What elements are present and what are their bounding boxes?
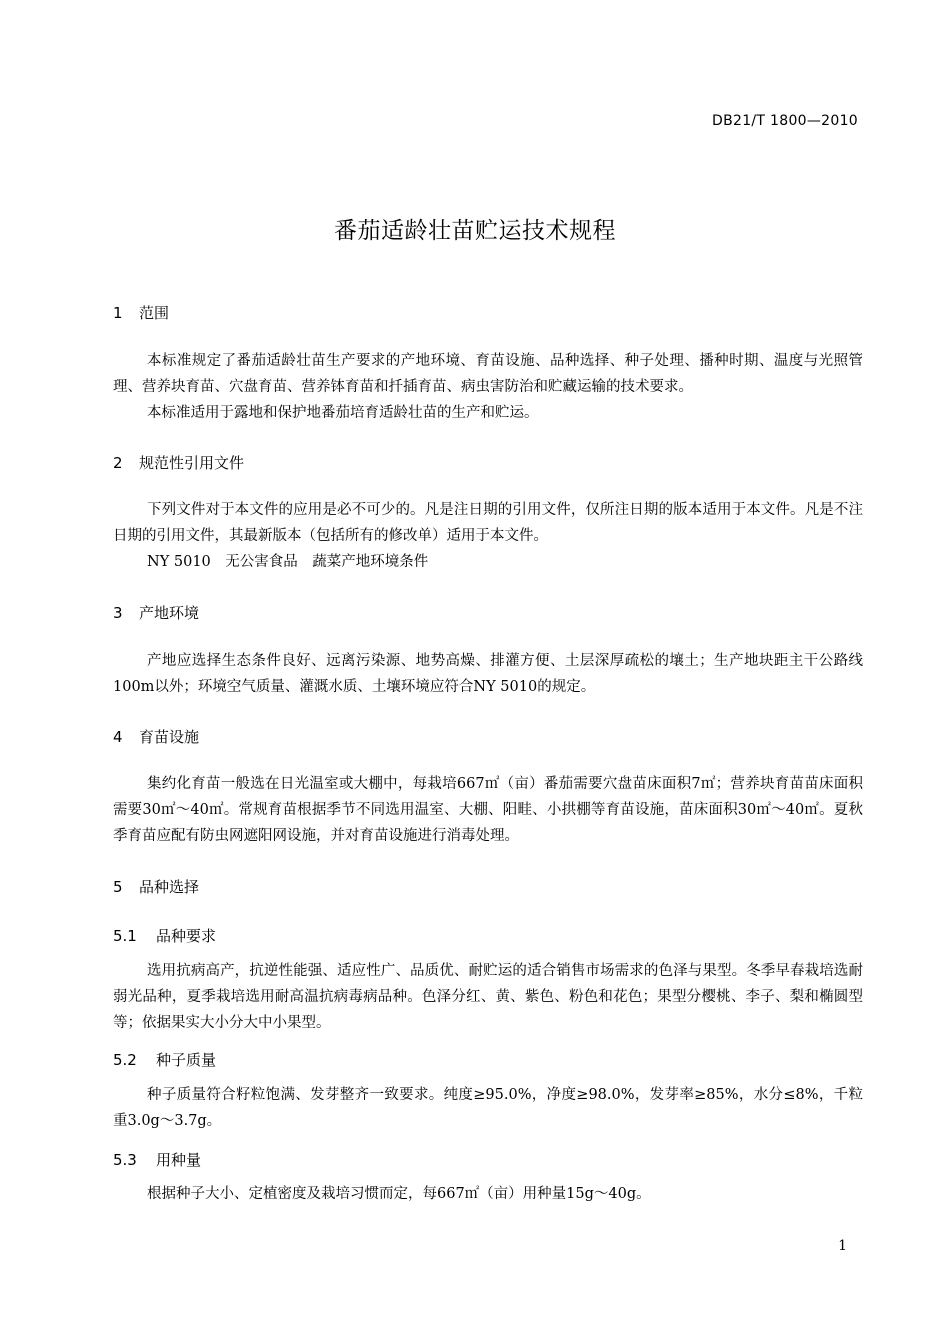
section-number: 5.1 bbox=[113, 927, 137, 945]
section-title: 育苗设施 bbox=[139, 728, 200, 746]
section-title: 品种选择 bbox=[139, 878, 200, 896]
section-5-3-heading bbox=[113, 1149, 201, 1170]
section-5-heading bbox=[113, 876, 199, 897]
section-number: 5.3 bbox=[113, 1151, 137, 1169]
normative-reference: NY 5010 无公害食品 蔬菜产地环境条件 bbox=[147, 554, 429, 570]
section-5-2-heading bbox=[113, 1049, 216, 1070]
section-4-heading bbox=[113, 726, 199, 747]
section-title: 用种量 bbox=[156, 1151, 202, 1169]
section-5-2-paragraph-1: 种子质量符合籽粒饱满、发芽整齐一致要求。纯度≥95.0%，净度≥98.0%，发芽率≥85%，水分≤8%，千粒重3.0g～3.7g。 bbox=[113, 1087, 863, 1129]
section-3-heading bbox=[113, 602, 199, 623]
section-number: 4 bbox=[113, 728, 123, 746]
section-2-paragraph-1: 下列文件对于本文件的应用是必不可少的。凡是注日期的引用文件，仅所注日期的版本适用于本文件。凡是不注日期的引用文件，其最新版本（包括所有的修改单）适用于本文件。 bbox=[113, 502, 863, 544]
page-number: 1 bbox=[838, 1238, 847, 1254]
section-5-3-paragraph-1: 根据种子大小、定植密度及栽培习惯而定，每667㎡（亩）用种量15g～40g。 bbox=[147, 1186, 651, 1202]
section-1-heading bbox=[113, 302, 169, 323]
section-number: 3 bbox=[113, 604, 123, 622]
section-number: 1 bbox=[113, 304, 123, 322]
section-title: 种子质量 bbox=[156, 1051, 217, 1069]
section-2-heading bbox=[113, 452, 244, 473]
section-4-paragraph-1: 集约化育苗一般选在日光温室或大棚中，每栽培667㎡（亩）番茄需要穴盘苗床面积7㎡；营养块育苗苗床面积需要30㎡～40㎡。常规育苗根据季节不同选用温室、大棚、阳畦、小拱棚等育苗设施，苗床面积30㎡～40㎡。夏秋季育苗应配有防虫网遮阳网设施，并对育苗设施进行消毒处理。 bbox=[113, 776, 863, 844]
document-title: 番茄适龄壮苗贮运技术规程 bbox=[334, 218, 616, 244]
section-title: 品种要求 bbox=[156, 927, 217, 945]
section-3-paragraph-1: 产地应选择生态条件良好、远离污染源、地势高燥、排灌方便、土层深厚疏松的壤土；生产地块距主干公路线100m以外；环境空气质量、灌溉水质、土壤环境应符合NY 5010的规定。 bbox=[113, 653, 863, 695]
section-5-1-paragraph-1: 选用抗病高产，抗逆性能强、适应性广、品质优、耐贮运的适合销售市场需求的色泽与果型。冬季早春栽培选耐弱光品种，夏季栽培选用耐高温抗病毒病品种。色泽分红、黄、紫色、粉色和花色；果型分樱桃、李子、梨和椭圆型等；依据果实大小分大中小果型。 bbox=[113, 963, 863, 1031]
section-number: 5 bbox=[113, 878, 123, 896]
section-number: 5.2 bbox=[113, 1051, 137, 1069]
section-title: 产地环境 bbox=[139, 604, 200, 622]
section-title: 规范性引用文件 bbox=[139, 454, 245, 472]
section-1-paragraph-1: 本标准规定了番茄适龄壮苗生产要求的产地环境、育苗设施、品种选择、种子处理、播种时期、温度与光照管理、营养块育苗、穴盘育苗、营养钵育苗和扦插育苗、病虫害防治和贮藏运输的技术要求。 bbox=[113, 353, 863, 395]
standard-code: DB21/T 1800—2010 bbox=[712, 113, 858, 129]
section-number: 2 bbox=[113, 454, 123, 472]
section-5-1-heading bbox=[113, 925, 216, 946]
section-1-paragraph-2: 本标准适用于露地和保护地番茄培育适龄壮苗的生产和贮运。 bbox=[147, 405, 539, 421]
section-title: 范围 bbox=[139, 304, 170, 322]
